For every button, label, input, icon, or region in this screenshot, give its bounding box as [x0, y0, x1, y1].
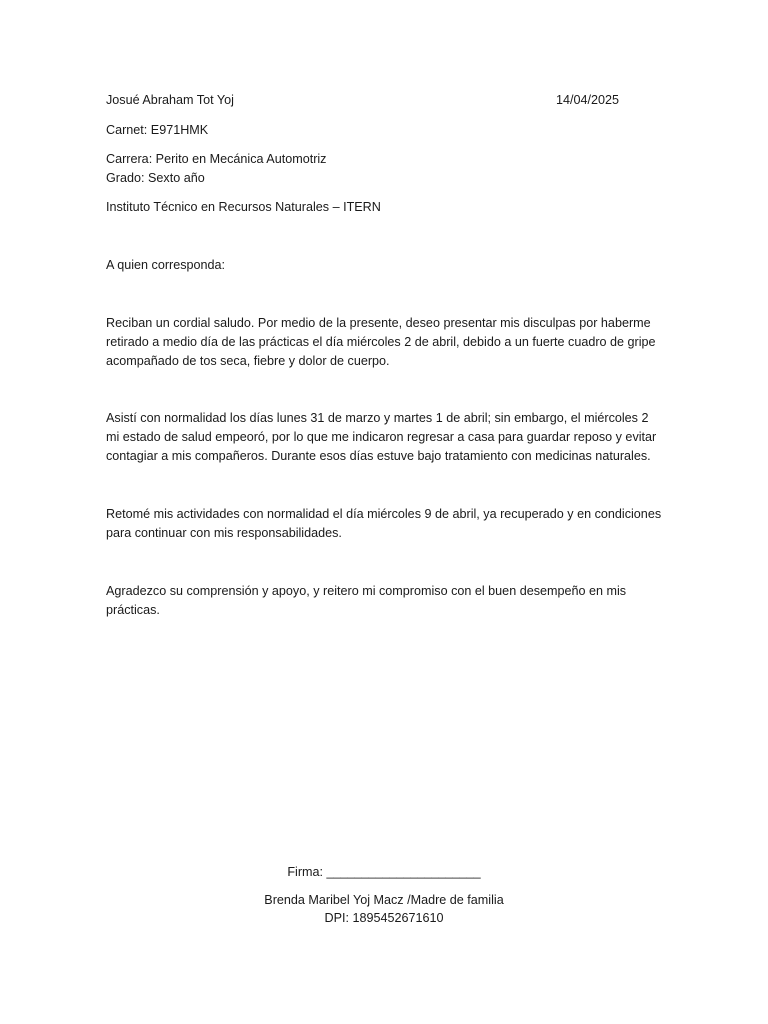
instituto-line: Instituto Técnico en Recursos Naturales – ITERN: [106, 200, 381, 214]
salutation: A quien corresponda:: [106, 258, 226, 272]
paragraph-line: mi estado de salud empeoró, por lo que me indicaron regresar a casa para guardar reposo y evitar: [106, 430, 657, 444]
letter-date: 14/04/2025: [556, 93, 620, 107]
paragraph-line: Retomé mis actividades con normalidad el día miércoles 9 de abril, ya recuperado y en condiciones: [106, 507, 662, 521]
paragraph-3: [106, 505, 666, 543]
paragraph-2: [106, 409, 666, 466]
paragraph-4: [106, 582, 666, 620]
carrera-line: Carrera: Perito en Mecánica Automotriz: [106, 152, 327, 166]
grado-line: Grado: Sexto año: [106, 171, 205, 185]
carnet-line: Carnet: E971HMK: [106, 123, 209, 137]
student-name: Josué Abraham Tot Yoj: [106, 93, 234, 107]
signer-name: Brenda Maribel Yoj Macz /Madre de familia: [264, 893, 504, 907]
paragraph-line: Reciban un cordial saludo. Por medio de la presente, deseo presentar mis disculpas por haberme: [106, 316, 651, 330]
paragraph-line: Agradezco su comprensión y apoyo, y reitero mi compromiso con el buen desempeño en mis: [106, 584, 627, 598]
signature-line: Firma: ______________________: [287, 865, 481, 879]
paragraph-line: retirado a medio día de las prácticas el día miércoles 2 de abril, debido a un fuerte cuadro de gripe: [106, 335, 656, 349]
signer-block: [0, 891, 768, 927]
paragraph-line: Asistí con normalidad los días lunes 31 de marzo y martes 1 de abril; sin embargo, el miércoles 2: [106, 411, 649, 425]
paragraph-line: contagiar a mis compañeros. Durante esos días estuve bajo tratamiento con medicinas naturales.: [106, 449, 651, 463]
paragraph-line: prácticas.: [106, 603, 160, 617]
paragraph-1: [106, 314, 666, 371]
signer-dpi: DPI: 1895452671610: [324, 911, 444, 925]
paragraph-line: para continuar con mis responsabilidades.: [106, 526, 342, 540]
paragraph-line: acompañado de tos seca, fiebre y dolor de cuerpo.: [106, 354, 390, 368]
